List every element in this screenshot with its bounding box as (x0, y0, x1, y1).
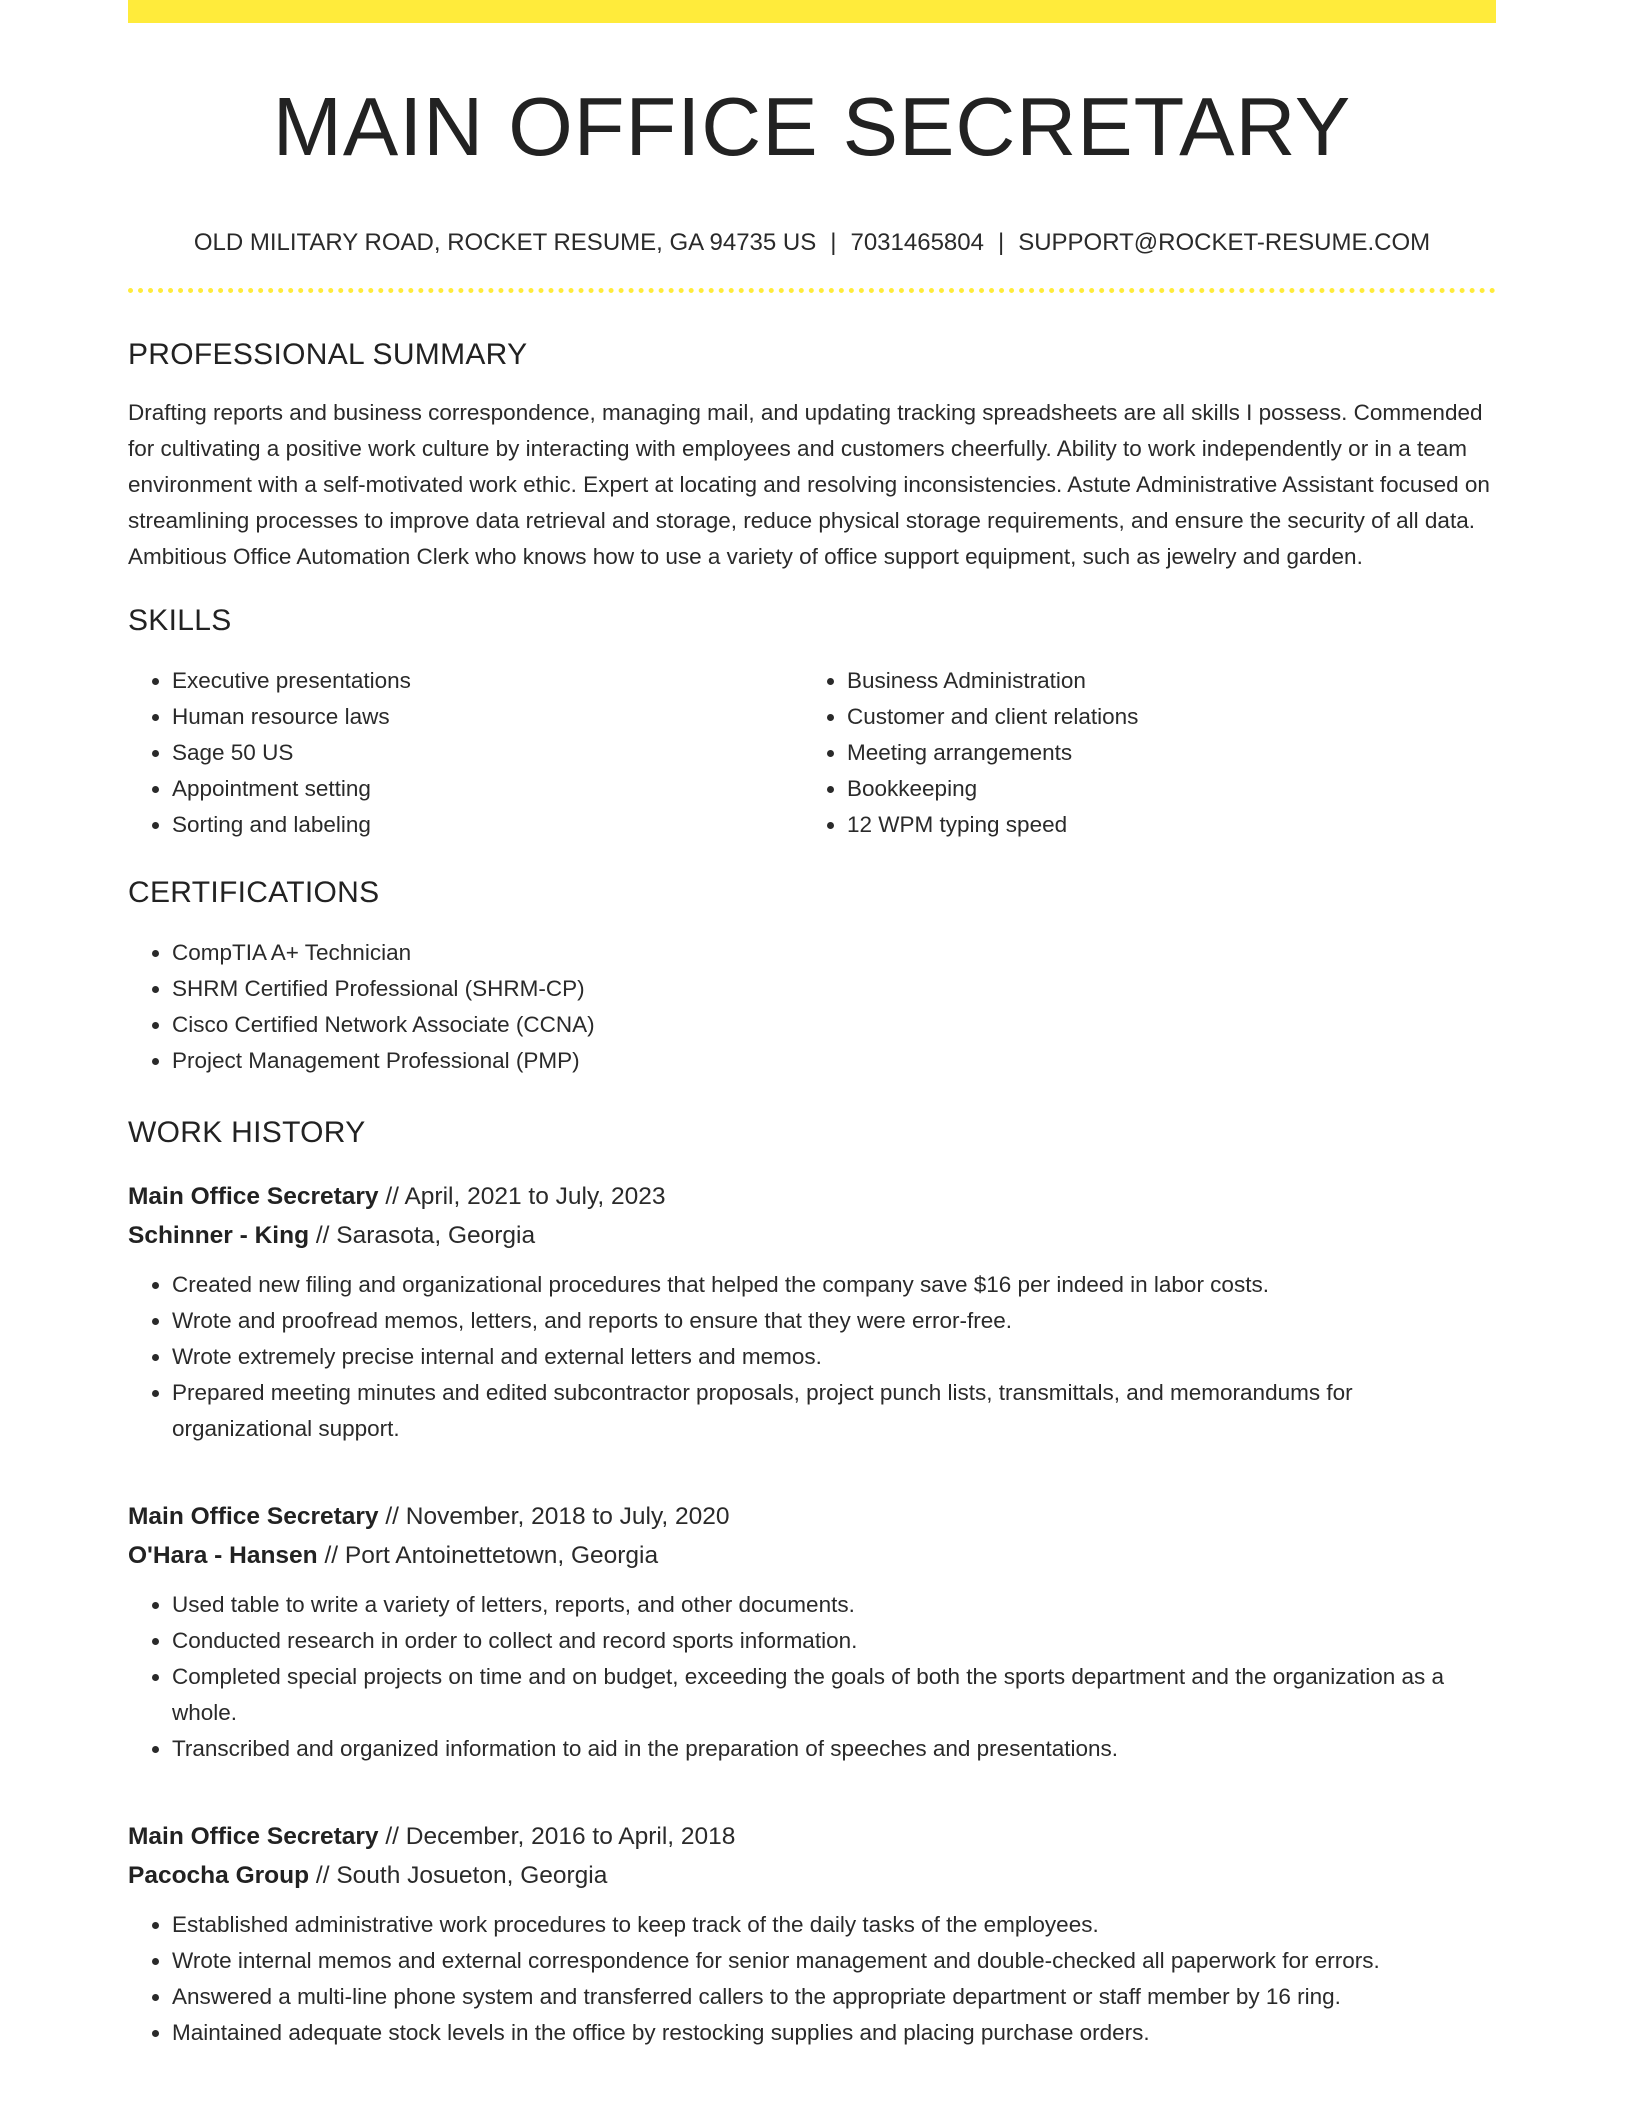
work-history-heading: WORK HISTORY (128, 1116, 366, 1150)
job-duty: • Conducted research in order to collect and record sports information. (172, 1623, 1496, 1659)
job-duties-list (128, 1907, 1496, 2051)
job-company: Pacocha Group (128, 1862, 310, 1890)
job-company-line (128, 1856, 1496, 1895)
job-entry (128, 1177, 1496, 1447)
certification-item: • CompTIA A+ Technician (172, 935, 1496, 971)
skills-list (128, 663, 1496, 843)
job-separator: // (309, 1862, 337, 1890)
certifications-list (128, 935, 1496, 1079)
contact-address: OLD MILITARY ROAD, ROCKET RESUME, GA 94735 US (193, 229, 817, 257)
skills-column-right (803, 663, 1478, 843)
job-duty: • Used table to write a variety of letters, reports, and other documents. (172, 1587, 1496, 1623)
skill-item: • Sage 50 US (172, 735, 803, 771)
job-role-line (128, 1497, 1496, 1536)
job-separator: // (378, 1823, 406, 1851)
top-accent-bar (128, 0, 1496, 23)
job-duty: • Completed special projects on time and on budget, exceeding the goals of both the sports department and the organization as a whole. (172, 1659, 1496, 1731)
job-company: O'Hara - Hansen (128, 1542, 318, 1570)
job-separator: // (378, 1183, 405, 1211)
job-entry (128, 1817, 1496, 2051)
job-location: South Josueton, Georgia (336, 1862, 608, 1890)
job-separator: // (378, 1503, 406, 1531)
job-location: Sarasota, Georgia (336, 1222, 536, 1250)
job-separator: // (317, 1542, 345, 1570)
skill-item: • 12 WPM typing speed (847, 807, 1478, 843)
job-role: Main Office Secretary (128, 1503, 379, 1531)
job-company-line (128, 1216, 1496, 1255)
job-duty: • Wrote extremely precise internal and external letters and memos. (172, 1339, 1496, 1375)
certification-item: • SHRM Certified Professional (SHRM-CP) (172, 971, 1496, 1007)
job-separator: // (309, 1222, 337, 1250)
job-dates: April, 2021 to July, 2023 (404, 1183, 666, 1211)
job-dates: November, 2018 to July, 2020 (405, 1503, 730, 1531)
resume-title: MAIN OFFICE SECRETARY (272, 80, 1352, 173)
job-company: Schinner - King (128, 1222, 310, 1250)
contact-phone[interactable]: 7031465804 (850, 229, 984, 257)
job-duty: • Transcribed and organized information to aid in the preparation of speeches and presentations. (172, 1731, 1496, 1767)
contact-separator: | (997, 229, 1005, 257)
job-duty: • Created new filing and organizational procedures that helped the company save $16 per indeed in labor costs. (172, 1267, 1496, 1303)
job-role-line (128, 1817, 1496, 1856)
certification-item: • Project Management Professional (PMP) (172, 1043, 1496, 1079)
skill-item: • Appointment setting (172, 771, 803, 807)
resume-page (128, 0, 1496, 2051)
job-role: Main Office Secretary (128, 1183, 379, 1211)
certification-item: • Cisco Certified Network Associate (CCNA) (172, 1007, 1496, 1043)
job-duty: • Established administrative work procedures to keep track of the daily tasks of the employees. (172, 1907, 1496, 1943)
skill-item: • Human resource laws (172, 699, 803, 735)
certifications-heading: CERTIFICATIONS (128, 876, 380, 910)
contact-separator: | (830, 229, 837, 257)
skill-item: • Customer and client relations (847, 699, 1478, 735)
header-divider (128, 288, 1496, 293)
skills-heading: SKILLS (128, 604, 232, 638)
contact-line (128, 229, 1496, 258)
job-duties-list (128, 1267, 1496, 1447)
job-duty: • Wrote and proofread memos, letters, and reports to ensure that they were error-free. (172, 1303, 1496, 1339)
job-role-line (128, 1177, 1496, 1216)
job-role: Main Office Secretary (128, 1823, 379, 1851)
summary-heading: PROFESSIONAL SUMMARY (128, 338, 528, 372)
job-duties-list (128, 1587, 1496, 1767)
job-location: Port Antoinettetown, Georgia (344, 1542, 659, 1570)
skills-column-left (128, 663, 803, 843)
skill-item: • Sorting and labeling (172, 807, 803, 843)
job-duty: • Answered a multi-line phone system and transferred callers to the appropriate department or staff member by 16 ring. (172, 1979, 1496, 2015)
skill-item: • Bookkeeping (847, 771, 1478, 807)
job-duty: • Prepared meeting minutes and edited subcontractor proposals, project punch lists, transmittals, and memorandums for organizational support. (172, 1375, 1496, 1447)
job-duty: • Wrote internal memos and external correspondence for senior management and double-checked all paperwork for errors. (172, 1943, 1496, 1979)
job-dates: December, 2016 to April, 2018 (405, 1823, 736, 1851)
summary-text: Drafting reports and business correspondence, managing mail, and updating tracking spreadsheets are all skills I possess. Commended for cultivating a positive work culture by interacting with employees and customers cheerfully. Ability to work independently or in a team environment with a self-motivated work ethic. Expert at locating and resolving inconsistencies. Astute Administrative Assistant focused on streamlining processes to improve data retrieval and storage, reduce physical storage requirements, and ensure the security of all data. Ambitious Office Automation Clerk who knows how to use a variety of office support equipment, such as jewelry and garden. (128, 400, 1490, 570)
contact-email[interactable]: SUPPORT@ROCKET-RESUME.COM (1018, 229, 1431, 257)
job-duty: • Maintained adequate stock levels in the office by restocking supplies and placing purchase orders. (172, 2015, 1496, 2051)
skill-item: • Business Administration (847, 663, 1478, 699)
skill-item: • Meeting arrangements (847, 735, 1478, 771)
skill-item: • Executive presentations (172, 663, 803, 699)
job-entry (128, 1497, 1496, 1767)
job-company-line (128, 1536, 1496, 1575)
